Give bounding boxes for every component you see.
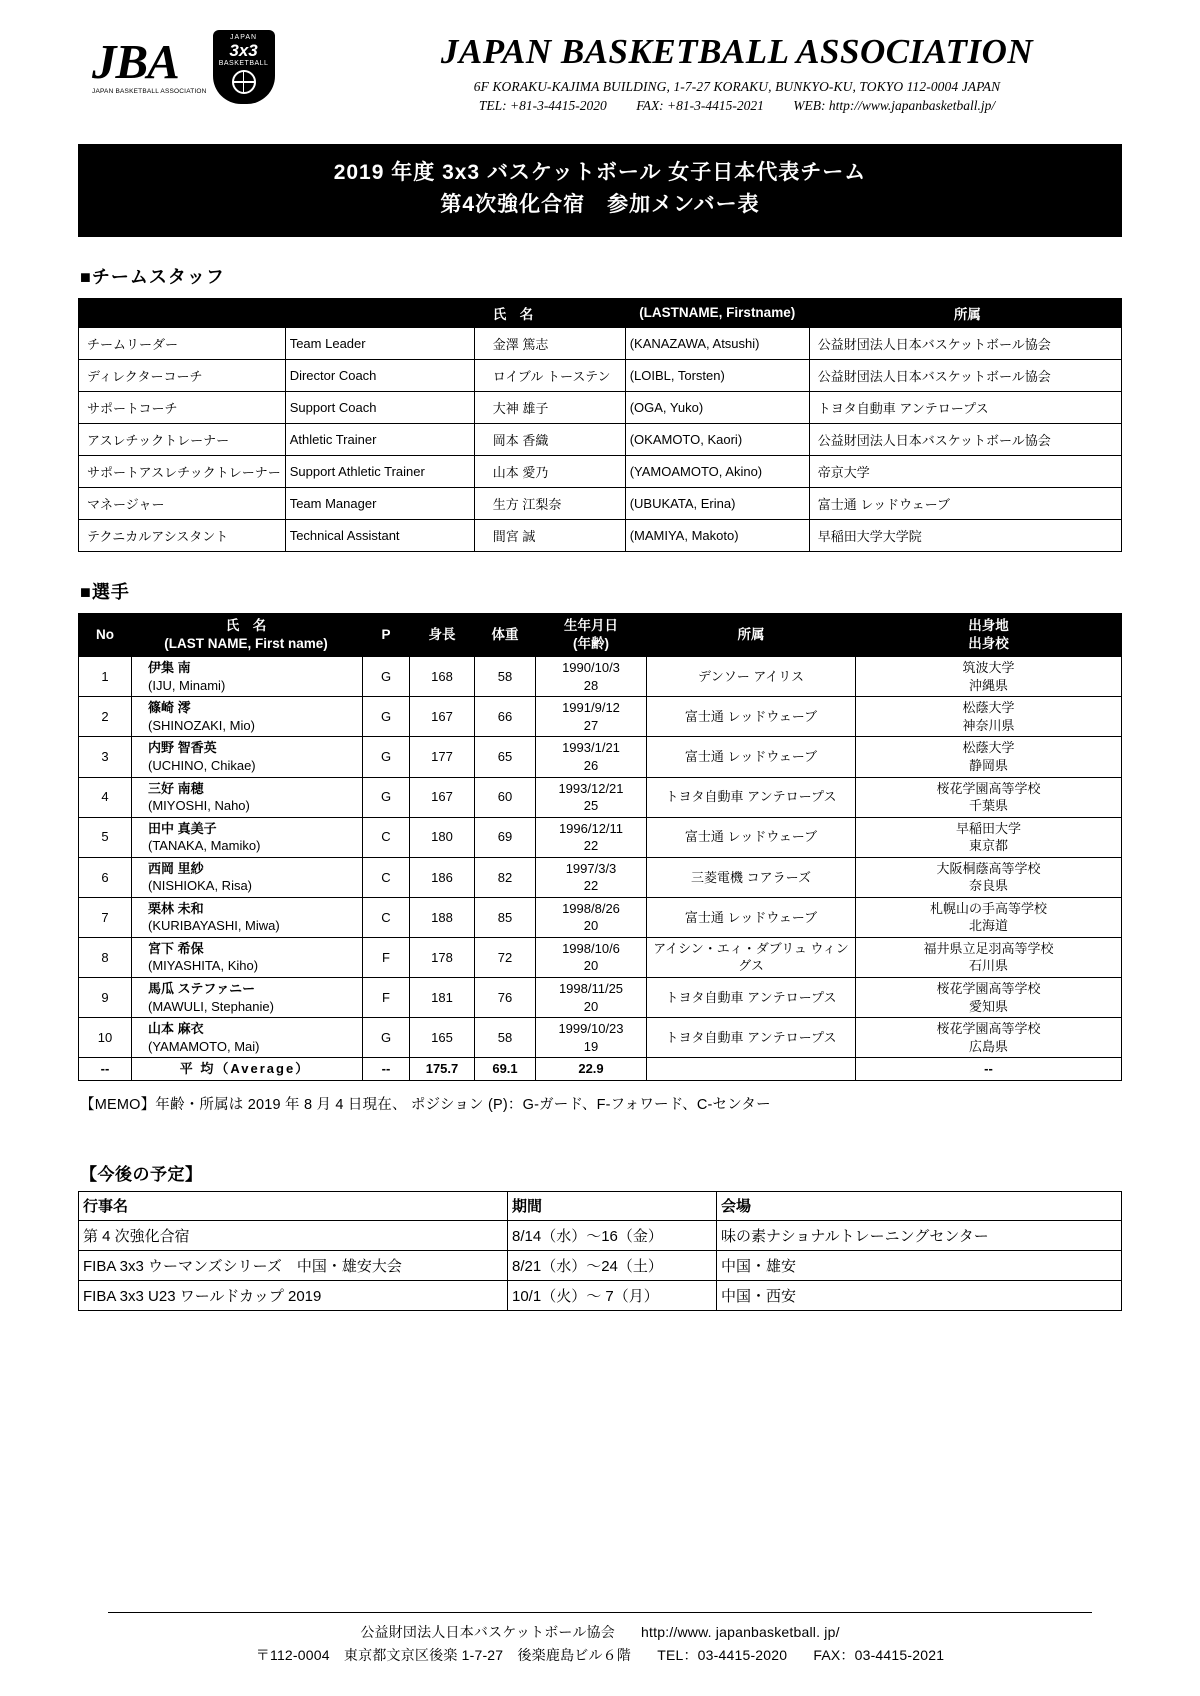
- player-name-jp: 三好 南穂: [148, 780, 204, 796]
- table-row: [79, 327, 1122, 359]
- staff-romaji: (KANAZAWA, Atsushi): [625, 327, 809, 359]
- average-weight: 69.1: [475, 1058, 536, 1081]
- shield-top-text: JAPAN: [230, 34, 258, 41]
- staff-name: 金澤 篤志: [474, 327, 625, 359]
- player-name: [132, 897, 363, 937]
- average-affiliation: [647, 1058, 856, 1081]
- players-table: [78, 613, 1122, 1081]
- players-col-weight: 体重: [475, 613, 536, 656]
- players-col-height: 身長: [410, 613, 475, 656]
- player-height: 167: [410, 697, 475, 737]
- staff-col-role-jp: [79, 298, 286, 327]
- player-school: 早稲田大学: [955, 820, 1021, 836]
- player-origin: [856, 697, 1122, 737]
- player-school: 大阪桐蔭高等学校: [936, 860, 1041, 876]
- player-dob-date: 1999/10/23: [558, 1021, 624, 1037]
- player-name-en: (MIYASHITA, Kiho): [148, 958, 259, 974]
- player-position: G: [363, 657, 410, 697]
- player-school: 桜花学園高等学校: [936, 780, 1041, 796]
- player-name-jp: 山本 麻衣: [148, 1021, 204, 1037]
- player-origin: [856, 897, 1122, 937]
- player-dob: [536, 697, 647, 737]
- schedule-event: FIBA 3x3 U23 ワールドカップ 2019: [79, 1280, 508, 1310]
- schedule-period: 8/14（水）～16（金）: [508, 1220, 717, 1250]
- player-dob-date: 1996/12/11: [558, 820, 624, 836]
- staff-romaji: (LOIBL, Torsten): [625, 359, 809, 391]
- title-line-1: 2019 年度 3x3 バスケットボール 女子日本代表チーム: [333, 160, 867, 184]
- table-row: [79, 978, 1122, 1018]
- player-position: F: [363, 978, 410, 1018]
- header-tel: TEL: +81-3-4415-2020: [478, 97, 607, 113]
- player-weight: 76: [475, 978, 536, 1018]
- player-age: 19: [583, 1038, 599, 1054]
- player-no: 8: [79, 937, 132, 977]
- player-prefecture: 北海道: [968, 918, 1008, 934]
- players-col-name-line2: (LAST NAME, First name): [164, 636, 328, 652]
- player-age: 25: [583, 798, 599, 814]
- player-position: C: [363, 897, 410, 937]
- staff-affiliation: 富士通 レッドウェーブ: [809, 487, 1121, 519]
- player-dob: [536, 937, 647, 977]
- staff-role-en: Technical Assistant: [285, 519, 474, 551]
- player-name-jp: 伊集 南: [148, 660, 191, 676]
- player-weight: 69: [475, 817, 536, 857]
- player-origin: [856, 777, 1122, 817]
- table-row: [79, 657, 1122, 697]
- average-row: [79, 1058, 1122, 1081]
- player-name: [132, 937, 363, 977]
- staff-romaji: (OGA, Yuko): [625, 391, 809, 423]
- player-school: 筑波大学: [962, 660, 1015, 676]
- player-position: C: [363, 857, 410, 897]
- player-name-jp: 馬瓜 ステファニー: [148, 981, 256, 997]
- player-prefecture: 沖縄県: [968, 677, 1008, 693]
- header-text-block: [352, 30, 1122, 114]
- staff-affiliation: 公益財団法人日本バスケットボール協会: [809, 359, 1121, 391]
- player-name-en: (MIYOSHI, Naho): [148, 798, 250, 814]
- schedule-heading: 【今後の予定】: [80, 1164, 203, 1184]
- table-row: [79, 897, 1122, 937]
- document-header: [78, 0, 1122, 114]
- player-origin: [856, 978, 1122, 1018]
- player-no: 7: [79, 897, 132, 937]
- player-name: [132, 777, 363, 817]
- staff-name: 間宮 誠: [474, 519, 625, 551]
- table-row: [79, 359, 1122, 391]
- player-height: 165: [410, 1018, 475, 1058]
- footer-line-2: [78, 1644, 1122, 1666]
- staff-name: 生方 江梨奈: [474, 487, 625, 519]
- footer-url[interactable]: http://www. japanbasketball. jp/: [641, 1624, 840, 1641]
- player-no: 6: [79, 857, 132, 897]
- player-affiliation: トヨタ自動車 アンテロープス: [647, 1018, 856, 1058]
- player-affiliation: トヨタ自動車 アンテロープス: [647, 978, 856, 1018]
- table-row: [79, 1250, 1122, 1280]
- basketball-icon: [232, 70, 256, 94]
- staff-romaji: (YAMOAMOTO, Akino): [625, 455, 809, 487]
- player-weight: 60: [475, 777, 536, 817]
- jba-logo: [78, 30, 352, 104]
- player-age: 22: [583, 838, 599, 854]
- player-weight: 85: [475, 897, 536, 937]
- staff-role-en: Team Manager: [285, 487, 474, 519]
- players-col-dob-line1: 生年月日: [564, 617, 618, 633]
- table-row: [79, 697, 1122, 737]
- player-height: 178: [410, 937, 475, 977]
- player-prefecture: 奈良県: [968, 878, 1008, 894]
- players-col-name: [132, 613, 363, 656]
- player-position: G: [363, 777, 410, 817]
- staff-romaji: (MAMIYA, Makoto): [625, 519, 809, 551]
- players-col-name-line1: 氏 名: [225, 617, 267, 633]
- player-dob-date: 1997/3/3: [565, 860, 617, 876]
- table-row: [79, 737, 1122, 777]
- player-origin: [856, 737, 1122, 777]
- player-name-jp: 西岡 里紗: [148, 860, 204, 876]
- staff-affiliation: 帝京大学: [809, 455, 1121, 487]
- player-position: G: [363, 697, 410, 737]
- player-prefecture: 静岡県: [968, 758, 1008, 774]
- player-school: 松蔭大学: [962, 700, 1015, 716]
- players-col-from-line2: 出身校: [968, 636, 1009, 652]
- schedule-event: FIBA 3x3 ウーマンズシリーズ 中国・雄安大会: [79, 1250, 508, 1280]
- player-weight: 72: [475, 937, 536, 977]
- player-height: 168: [410, 657, 475, 697]
- player-name-en: (SHINOZAKI, Mio): [148, 717, 255, 733]
- player-name: [132, 697, 363, 737]
- footer-line-1: [78, 1621, 1122, 1643]
- player-height: 181: [410, 978, 475, 1018]
- player-age: 27: [583, 717, 599, 733]
- schedule-col-venue: 会場: [717, 1191, 1122, 1220]
- footer-address: 〒112-0004 東京都文京区後楽 1-7-27 後楽鹿島ビル６階: [255, 1646, 632, 1663]
- player-affiliation: 富士通 レッドウェーブ: [647, 817, 856, 857]
- player-origin: [856, 857, 1122, 897]
- player-name: [132, 737, 363, 777]
- players-table-header-row: [79, 613, 1122, 656]
- staff-role-jp: アスレチックトレーナー: [79, 423, 286, 455]
- staff-role-jp: サポートアスレチックトレーナー: [79, 455, 286, 487]
- staff-role-en: Athletic Trainer: [285, 423, 474, 455]
- staff-col-affiliation: 所属: [809, 298, 1121, 327]
- average-height: 175.7: [410, 1058, 475, 1081]
- player-origin: [856, 937, 1122, 977]
- shield-mid-text: 3x3: [229, 41, 258, 60]
- staff-role-jp: チームリーダー: [79, 327, 286, 359]
- schedule-period: 10/1（火）～ 7（月）: [508, 1280, 717, 1310]
- player-weight: 66: [475, 697, 536, 737]
- players-section-heading: ■選手: [80, 581, 130, 602]
- player-affiliation: 三菱電機 コアラーズ: [647, 857, 856, 897]
- staff-romaji: (OKAMOTO, Kaori): [625, 423, 809, 455]
- player-dob: [536, 817, 647, 857]
- staff-role-en: Director Coach: [285, 359, 474, 391]
- players-col-dob-line2: (年齢): [573, 636, 609, 652]
- player-name-en: (KURIBAYASHI, Miwa): [148, 918, 280, 934]
- players-col-from-line1: 出身地: [968, 617, 1009, 633]
- jba-wordmark: [92, 33, 207, 96]
- table-row: [79, 1018, 1122, 1058]
- player-height: 186: [410, 857, 475, 897]
- schedule-venue: 中国・雄安: [717, 1250, 1122, 1280]
- player-school: 松蔭大学: [962, 740, 1015, 756]
- staff-col-romaji: (LASTNAME, Firstname): [625, 298, 809, 327]
- players-col-no: No: [79, 613, 132, 656]
- title-line-2: 第4次強化合宿 参加メンバー表: [440, 193, 760, 217]
- schedule-table: [78, 1191, 1122, 1311]
- player-prefecture: 広島県: [968, 1038, 1008, 1054]
- staff-col-name: 氏 名: [474, 298, 625, 327]
- player-dob-date: 1990/10/3: [562, 660, 620, 676]
- player-name-jp: 内野 智香英: [148, 740, 217, 756]
- player-no: 5: [79, 817, 132, 857]
- player-position: F: [363, 937, 410, 977]
- player-weight: 82: [475, 857, 536, 897]
- player-name-jp: 宮下 希保: [148, 940, 204, 956]
- player-age: 22: [583, 878, 599, 894]
- player-age: 20: [583, 958, 599, 974]
- player-dob: [536, 857, 647, 897]
- player-affiliation: 富士通 レッドウェーブ: [647, 697, 856, 737]
- average-label: 平 均（Average）: [132, 1058, 363, 1081]
- header-web: WEB: http://www.japanbasketball.jp/: [793, 97, 996, 113]
- player-dob: [536, 737, 647, 777]
- player-dob: [536, 777, 647, 817]
- player-affiliation: デンソー アイリス: [647, 657, 856, 697]
- player-weight: 58: [475, 657, 536, 697]
- player-name: [132, 1018, 363, 1058]
- staff-name: 大神 雄子: [474, 391, 625, 423]
- player-name-jp: 篠崎 澪: [148, 700, 191, 716]
- document-title-band: [78, 144, 1122, 237]
- staff-role-en: Support Coach: [285, 391, 474, 423]
- average-no: --: [79, 1058, 132, 1081]
- player-age: 20: [583, 998, 599, 1014]
- staff-table-header-row: [79, 298, 1122, 327]
- staff-role-jp: マネージャー: [79, 487, 286, 519]
- staff-role-jp: ディレクターコーチ: [79, 359, 286, 391]
- staff-romaji: (UBUKATA, Erina): [625, 487, 809, 519]
- schedule-col-event: 行事名: [79, 1191, 508, 1220]
- player-name-jp: 田中 真美子: [148, 820, 217, 836]
- player-dob: [536, 1018, 647, 1058]
- player-prefecture: 愛知県: [968, 998, 1008, 1014]
- table-row: [79, 1280, 1122, 1310]
- player-weight: 58: [475, 1018, 536, 1058]
- players-col-p: P: [363, 613, 410, 656]
- player-origin: [856, 657, 1122, 697]
- player-dob: [536, 897, 647, 937]
- player-name: [132, 978, 363, 1018]
- staff-role-en: Support Athletic Trainer: [285, 455, 474, 487]
- player-age: 28: [583, 677, 599, 693]
- player-dob: [536, 978, 647, 1018]
- table-row: [79, 455, 1122, 487]
- player-no: 1: [79, 657, 132, 697]
- player-name-en: (UCHINO, Chikae): [148, 758, 256, 774]
- player-name: [132, 657, 363, 697]
- jba-3x3-shield-icon: [213, 30, 275, 104]
- footer-organization: 公益財団法人日本バスケットボール協会: [360, 1624, 615, 1641]
- schedule-header-row: [79, 1191, 1122, 1220]
- player-name: [132, 817, 363, 857]
- staff-affiliation: 早稲田大学大学院: [809, 519, 1121, 551]
- schedule-col-period: 期間: [508, 1191, 717, 1220]
- player-height: 177: [410, 737, 475, 777]
- shield-bottom-text: BASKETBALL: [218, 60, 269, 67]
- player-name: [132, 857, 363, 897]
- staff-affiliation: 公益財団法人日本バスケットボール協会: [809, 423, 1121, 455]
- player-no: 4: [79, 777, 132, 817]
- footer-tel: TEL：03-4415-2020: [657, 1646, 788, 1663]
- player-dob-date: 1993/12/21: [558, 780, 624, 796]
- players-col-dob: [536, 613, 647, 656]
- player-school: 札幌山の手高等学校: [929, 900, 1047, 916]
- player-prefecture: 千葉県: [968, 798, 1008, 814]
- staff-col-role-en: [285, 298, 474, 327]
- player-school: 桜花学園高等学校: [936, 1021, 1041, 1037]
- player-age: 26: [583, 758, 599, 774]
- memo-note: 【MEMO】年齢・所属は 2019 年 8 月 4 日現在、 ポジション (P)：G-ガード、F-フォワード、C-センター: [80, 1096, 771, 1113]
- table-row: [79, 423, 1122, 455]
- association-contact: [352, 98, 1122, 114]
- player-affiliation: 富士通 レッドウェーブ: [647, 897, 856, 937]
- schedule-period: 8/21（水）～24（土）: [508, 1250, 717, 1280]
- staff-role-en: Team Leader: [285, 327, 474, 359]
- average-p: --: [363, 1058, 410, 1081]
- schedule-venue: 味の素ナショナルトレーニングセンター: [717, 1220, 1122, 1250]
- table-row: [79, 937, 1122, 977]
- player-position: C: [363, 817, 410, 857]
- footer-fax: FAX：03-4415-2021: [813, 1646, 945, 1663]
- player-age: 20: [583, 918, 599, 934]
- player-dob-date: 1993/1/21: [562, 740, 620, 756]
- player-height: 180: [410, 817, 475, 857]
- staff-role-jp: テクニカルアシスタント: [79, 519, 286, 551]
- table-row: [79, 391, 1122, 423]
- staff-role-jp: サポートコーチ: [79, 391, 286, 423]
- player-origin: [856, 817, 1122, 857]
- footer-divider: [108, 1612, 1092, 1613]
- player-position: G: [363, 737, 410, 777]
- jba-wordmark-subtitle: JAPAN BASKETBALL ASSOCIATION: [92, 88, 207, 96]
- player-weight: 65: [475, 737, 536, 777]
- average-from: --: [856, 1058, 1122, 1081]
- players-col-affiliation: 所属: [647, 613, 856, 656]
- schedule-event: 第 4 次強化合宿: [79, 1220, 508, 1250]
- player-origin: [856, 1018, 1122, 1058]
- player-name-en: (YAMAMOTO, Mai): [148, 1038, 260, 1054]
- staff-affiliation: 公益財団法人日本バスケットボール協会: [809, 327, 1121, 359]
- player-school: 福井県立足羽高等学校: [923, 940, 1054, 956]
- average-age: 22.9: [536, 1058, 647, 1081]
- player-prefecture: 神奈川県: [962, 717, 1015, 733]
- header-fax: FAX: +81-3-4415-2021: [636, 97, 764, 113]
- jba-wordmark-text: JBA: [92, 33, 179, 89]
- document-footer: [78, 1612, 1122, 1666]
- staff-affiliation: トヨタ自動車 アンテロープス: [809, 391, 1121, 423]
- player-name-en: (MAWULI, Stephanie): [148, 998, 274, 1014]
- schedule-venue: 中国・西安: [717, 1280, 1122, 1310]
- player-prefecture: 東京都: [968, 838, 1008, 854]
- table-row: [79, 487, 1122, 519]
- player-height: 167: [410, 777, 475, 817]
- staff-table: [78, 298, 1122, 552]
- player-prefecture: 石川県: [968, 958, 1008, 974]
- association-address: 6F KORAKU-KAJIMA BUILDING, 1-7-27 KORAKU, BUNKYO-KU, TOKYO 112-0004 JAPAN: [473, 78, 1001, 94]
- player-affiliation: 富士通 レッドウェーブ: [647, 737, 856, 777]
- player-dob-date: 1991/9/12: [562, 700, 620, 716]
- staff-name: ロイブル トーステン: [474, 359, 625, 391]
- player-no: 10: [79, 1018, 132, 1058]
- player-affiliation: アイシン・エィ・ダブリュ ウィングス: [647, 937, 856, 977]
- player-position: G: [363, 1018, 410, 1058]
- player-affiliation: トヨタ自動車 アンテロープス: [647, 777, 856, 817]
- staff-name: 岡本 香織: [474, 423, 625, 455]
- player-no: 3: [79, 737, 132, 777]
- table-row: [79, 817, 1122, 857]
- player-name-en: (TANAKA, Mamiko): [148, 838, 261, 854]
- players-col-from: [856, 613, 1122, 656]
- association-title: JAPAN BASKETBALL ASSOCIATION: [440, 32, 1034, 71]
- player-dob-date: 1998/10/6: [562, 940, 620, 956]
- table-row: [79, 857, 1122, 897]
- player-dob-date: 1998/8/26: [562, 900, 620, 916]
- table-row: [79, 519, 1122, 551]
- table-row: [79, 1220, 1122, 1250]
- staff-name: 山本 愛乃: [474, 455, 625, 487]
- player-no: 9: [79, 978, 132, 1018]
- player-name-en: (IJU, Minami): [148, 677, 226, 693]
- player-dob: [536, 657, 647, 697]
- player-height: 188: [410, 897, 475, 937]
- player-no: 2: [79, 697, 132, 737]
- player-name-en: (NISHIOKA, Risa): [148, 878, 253, 894]
- staff-section-heading: ■チームスタッフ: [80, 266, 225, 287]
- table-row: [79, 777, 1122, 817]
- player-school: 桜花学園高等学校: [936, 981, 1041, 997]
- player-name-jp: 栗林 未和: [148, 900, 204, 916]
- player-dob-date: 1998/11/25: [558, 981, 624, 997]
